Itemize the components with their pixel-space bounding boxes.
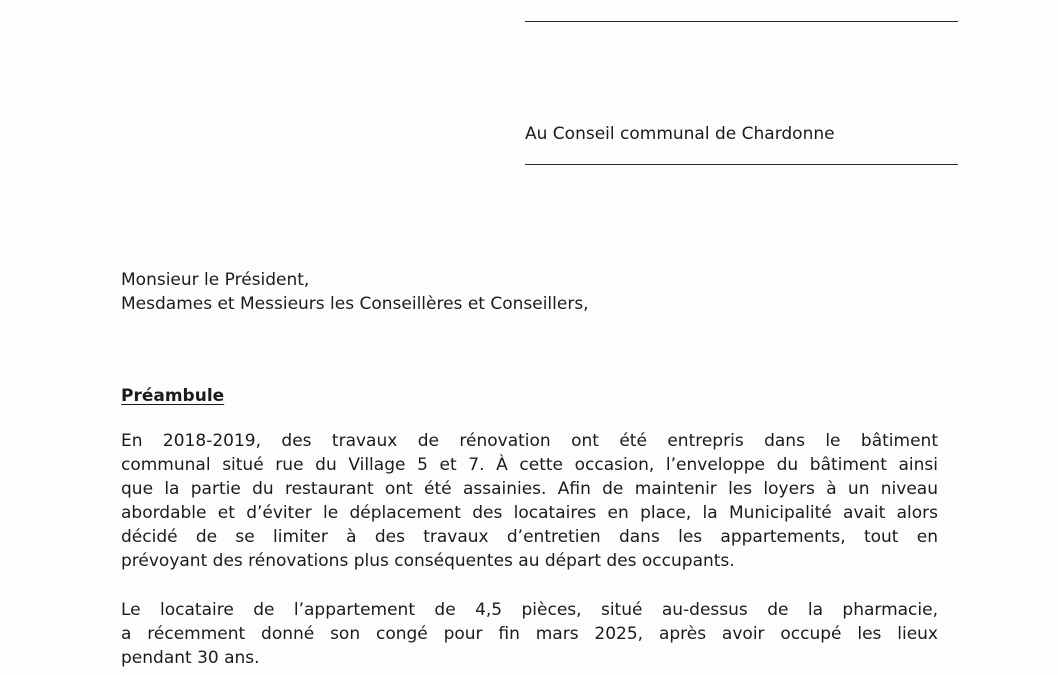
addressee-divider-line — [525, 164, 958, 165]
paragraph-line: décidé de se limiter à des travaux d’entretien dans les appartements, tout en — [121, 527, 938, 547]
top-divider-line — [525, 21, 958, 22]
preamble-paragraph-2 — [121, 598, 938, 670]
paragraph-line: que la partie du restaurant ont été assainies. Afin de maintenir les loyers à un niveau — [121, 479, 938, 499]
salutation-line-councillors: Mesdames et Messieurs les Conseillères et Conseillers, — [121, 294, 589, 314]
paragraph-line: En 2018-2019, des travaux de rénovation ont été entrepris dans le bâtiment — [121, 431, 938, 451]
preamble-paragraph-1 — [121, 429, 938, 573]
paragraph-line: abordable et d’éviter le déplacement des locataires en place, la Municipalité avait alors — [121, 503, 938, 523]
paragraph-line: a récemment donné son congé pour fin mars 2025, après avoir occupé les lieux — [121, 624, 938, 644]
paragraph-line: Le locataire de l’appartement de 4,5 pièces, situé au-dessus de la pharmacie, — [121, 600, 938, 620]
addressee: Au Conseil communal de Chardonne — [525, 124, 835, 144]
paragraph-line: prévoyant des rénovations plus conséquentes au départ des occupants. — [121, 551, 735, 571]
salutation — [121, 268, 589, 316]
paragraph-line: pendant 30 ans. — [121, 648, 260, 668]
paragraph-line: communal situé rue du Village 5 et 7. À cette occasion, l’enveloppe du bâtiment ainsi — [121, 455, 938, 475]
salutation-line-president: Monsieur le Président, — [121, 270, 310, 290]
section-heading: Préambule — [121, 386, 225, 406]
